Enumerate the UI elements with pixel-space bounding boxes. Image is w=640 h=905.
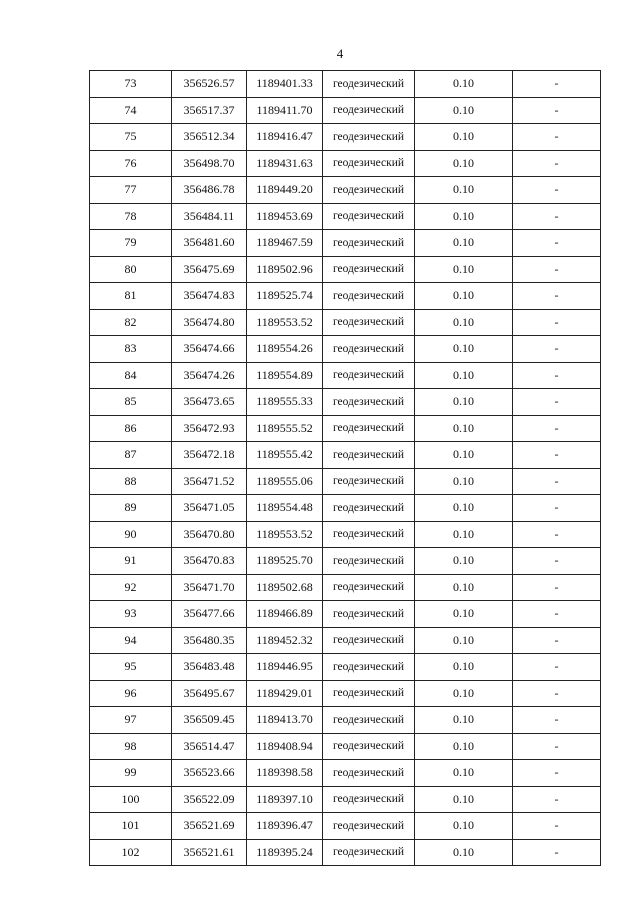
- method-cell: геодезический: [323, 601, 415, 628]
- accuracy-cell: 0.10: [415, 548, 513, 575]
- y-coordinate-cell: 1189398.58: [247, 760, 323, 787]
- point-number-cell: 76: [90, 150, 172, 177]
- description-cell: -: [513, 601, 601, 628]
- accuracy-cell: 0.10: [415, 389, 513, 416]
- point-number-cell: 87: [90, 442, 172, 469]
- description-cell: -: [513, 654, 601, 681]
- method-cell: геодезический: [323, 654, 415, 681]
- method-cell: геодезический: [323, 813, 415, 840]
- method-cell: геодезический: [323, 97, 415, 124]
- y-coordinate-cell: 1189416.47: [247, 124, 323, 151]
- accuracy-cell: 0.10: [415, 256, 513, 283]
- point-number-cell: 78: [90, 203, 172, 230]
- table-row: [90, 230, 601, 257]
- x-coordinate-cell: 356495.67: [172, 680, 247, 707]
- accuracy-cell: 0.10: [415, 654, 513, 681]
- description-cell: -: [513, 813, 601, 840]
- description-cell: -: [513, 786, 601, 813]
- method-cell: геодезический: [323, 150, 415, 177]
- y-coordinate-cell: 1189555.33: [247, 389, 323, 416]
- table-row: [90, 786, 601, 813]
- x-coordinate-cell: 356521.69: [172, 813, 247, 840]
- accuracy-cell: 0.10: [415, 177, 513, 204]
- table-row: [90, 707, 601, 734]
- table-row: [90, 415, 601, 442]
- description-cell: -: [513, 415, 601, 442]
- accuracy-cell: 0.10: [415, 786, 513, 813]
- x-coordinate-cell: 356526.57: [172, 71, 247, 98]
- point-number-cell: 90: [90, 521, 172, 548]
- y-coordinate-cell: 1189408.94: [247, 733, 323, 760]
- accuracy-cell: 0.10: [415, 97, 513, 124]
- x-coordinate-cell: 356484.11: [172, 203, 247, 230]
- accuracy-cell: 0.10: [415, 203, 513, 230]
- table-row: [90, 256, 601, 283]
- table-row: [90, 203, 601, 230]
- y-coordinate-cell: 1189555.52: [247, 415, 323, 442]
- method-cell: геодезический: [323, 256, 415, 283]
- x-coordinate-cell: 356473.65: [172, 389, 247, 416]
- y-coordinate-cell: 1189429.01: [247, 680, 323, 707]
- y-coordinate-cell: 1189431.63: [247, 150, 323, 177]
- accuracy-cell: 0.10: [415, 336, 513, 363]
- accuracy-cell: 0.10: [415, 283, 513, 310]
- y-coordinate-cell: 1189411.70: [247, 97, 323, 124]
- description-cell: -: [513, 336, 601, 363]
- method-cell: геодезический: [323, 574, 415, 601]
- accuracy-cell: 0.10: [415, 495, 513, 522]
- x-coordinate-cell: 356471.70: [172, 574, 247, 601]
- y-coordinate-cell: 1189453.69: [247, 203, 323, 230]
- table-row: [90, 760, 601, 787]
- x-coordinate-cell: 356480.35: [172, 627, 247, 654]
- method-cell: геодезический: [323, 442, 415, 469]
- table-row: [90, 97, 601, 124]
- x-coordinate-cell: 356471.52: [172, 468, 247, 495]
- table-row: [90, 601, 601, 628]
- x-coordinate-cell: 356521.61: [172, 839, 247, 866]
- description-cell: -: [513, 309, 601, 336]
- point-number-cell: 91: [90, 548, 172, 575]
- table-row: [90, 839, 601, 866]
- y-coordinate-cell: 1189449.20: [247, 177, 323, 204]
- description-cell: -: [513, 548, 601, 575]
- x-coordinate-cell: 356475.69: [172, 256, 247, 283]
- method-cell: геодезический: [323, 839, 415, 866]
- y-coordinate-cell: 1189395.24: [247, 839, 323, 866]
- method-cell: геодезический: [323, 468, 415, 495]
- x-coordinate-cell: 356517.37: [172, 97, 247, 124]
- method-cell: геодезический: [323, 203, 415, 230]
- y-coordinate-cell: 1189502.96: [247, 256, 323, 283]
- description-cell: -: [513, 495, 601, 522]
- point-number-cell: 85: [90, 389, 172, 416]
- x-coordinate-cell: 356471.05: [172, 495, 247, 522]
- method-cell: геодезический: [323, 415, 415, 442]
- description-cell: -: [513, 124, 601, 151]
- description-cell: -: [513, 733, 601, 760]
- table-row: [90, 733, 601, 760]
- table-row: [90, 654, 601, 681]
- point-number-cell: 86: [90, 415, 172, 442]
- x-coordinate-cell: 356498.70: [172, 150, 247, 177]
- y-coordinate-cell: 1189452.32: [247, 627, 323, 654]
- description-cell: -: [513, 362, 601, 389]
- y-coordinate-cell: 1189502.68: [247, 574, 323, 601]
- method-cell: геодезический: [323, 707, 415, 734]
- y-coordinate-cell: 1189554.26: [247, 336, 323, 363]
- y-coordinate-cell: 1189553.52: [247, 521, 323, 548]
- table-row: [90, 336, 601, 363]
- point-number-cell: 98: [90, 733, 172, 760]
- method-cell: геодезический: [323, 389, 415, 416]
- method-cell: геодезический: [323, 627, 415, 654]
- y-coordinate-cell: 1189396.47: [247, 813, 323, 840]
- description-cell: -: [513, 680, 601, 707]
- method-cell: геодезический: [323, 786, 415, 813]
- point-number-cell: 80: [90, 256, 172, 283]
- accuracy-cell: 0.10: [415, 839, 513, 866]
- y-coordinate-cell: 1189555.42: [247, 442, 323, 469]
- x-coordinate-cell: 356483.48: [172, 654, 247, 681]
- x-coordinate-cell: 356470.80: [172, 521, 247, 548]
- accuracy-cell: 0.10: [415, 124, 513, 151]
- table-row: [90, 71, 601, 98]
- coordinates-table-body: [90, 71, 601, 866]
- y-coordinate-cell: 1189413.70: [247, 707, 323, 734]
- accuracy-cell: 0.10: [415, 601, 513, 628]
- x-coordinate-cell: 356514.47: [172, 733, 247, 760]
- y-coordinate-cell: 1189401.33: [247, 71, 323, 98]
- x-coordinate-cell: 356481.60: [172, 230, 247, 257]
- table-row: [90, 362, 601, 389]
- accuracy-cell: 0.10: [415, 150, 513, 177]
- point-number-cell: 101: [90, 813, 172, 840]
- description-cell: -: [513, 627, 601, 654]
- point-number-cell: 74: [90, 97, 172, 124]
- method-cell: геодезический: [323, 495, 415, 522]
- accuracy-cell: 0.10: [415, 468, 513, 495]
- y-coordinate-cell: 1189554.89: [247, 362, 323, 389]
- y-coordinate-cell: 1189554.48: [247, 495, 323, 522]
- method-cell: геодезический: [323, 283, 415, 310]
- x-coordinate-cell: 356486.78: [172, 177, 247, 204]
- method-cell: геодезический: [323, 71, 415, 98]
- point-number-cell: 97: [90, 707, 172, 734]
- accuracy-cell: 0.10: [415, 521, 513, 548]
- point-number-cell: 82: [90, 309, 172, 336]
- table-row: [90, 813, 601, 840]
- method-cell: геодезический: [323, 733, 415, 760]
- x-coordinate-cell: 356474.26: [172, 362, 247, 389]
- y-coordinate-cell: 1189553.52: [247, 309, 323, 336]
- table-row: [90, 468, 601, 495]
- description-cell: -: [513, 256, 601, 283]
- point-number-cell: 89: [90, 495, 172, 522]
- point-number-cell: 94: [90, 627, 172, 654]
- accuracy-cell: 0.10: [415, 760, 513, 787]
- method-cell: геодезический: [323, 521, 415, 548]
- point-number-cell: 102: [90, 839, 172, 866]
- accuracy-cell: 0.10: [415, 733, 513, 760]
- point-number-cell: 92: [90, 574, 172, 601]
- method-cell: геодезический: [323, 548, 415, 575]
- description-cell: -: [513, 230, 601, 257]
- point-number-cell: 93: [90, 601, 172, 628]
- table-row: [90, 177, 601, 204]
- description-cell: -: [513, 389, 601, 416]
- y-coordinate-cell: 1189467.59: [247, 230, 323, 257]
- accuracy-cell: 0.10: [415, 574, 513, 601]
- method-cell: геодезический: [323, 230, 415, 257]
- x-coordinate-cell: 356512.34: [172, 124, 247, 151]
- y-coordinate-cell: 1189525.74: [247, 283, 323, 310]
- point-number-cell: 99: [90, 760, 172, 787]
- table-row: [90, 389, 601, 416]
- point-number-cell: 73: [90, 71, 172, 98]
- description-cell: -: [513, 71, 601, 98]
- accuracy-cell: 0.10: [415, 442, 513, 469]
- table-row: [90, 283, 601, 310]
- page-number: 4: [336, 46, 344, 61]
- table-row: [90, 627, 601, 654]
- point-number-cell: 79: [90, 230, 172, 257]
- method-cell: геодезический: [323, 680, 415, 707]
- point-number-cell: 75: [90, 124, 172, 151]
- method-cell: геодезический: [323, 177, 415, 204]
- y-coordinate-cell: 1189446.95: [247, 654, 323, 681]
- method-cell: геодезический: [323, 309, 415, 336]
- x-coordinate-cell: 356472.93: [172, 415, 247, 442]
- x-coordinate-cell: 356522.09: [172, 786, 247, 813]
- x-coordinate-cell: 356470.83: [172, 548, 247, 575]
- point-number-cell: 100: [90, 786, 172, 813]
- coordinates-table: [89, 70, 601, 866]
- point-number-cell: 81: [90, 283, 172, 310]
- point-number-cell: 95: [90, 654, 172, 681]
- description-cell: -: [513, 283, 601, 310]
- x-coordinate-cell: 356523.66: [172, 760, 247, 787]
- description-cell: -: [513, 574, 601, 601]
- table-row: [90, 442, 601, 469]
- y-coordinate-cell: 1189466.89: [247, 601, 323, 628]
- x-coordinate-cell: 356474.83: [172, 283, 247, 310]
- y-coordinate-cell: 1189525.70: [247, 548, 323, 575]
- table-row: [90, 574, 601, 601]
- description-cell: -: [513, 203, 601, 230]
- description-cell: -: [513, 707, 601, 734]
- description-cell: -: [513, 150, 601, 177]
- description-cell: -: [513, 97, 601, 124]
- method-cell: геодезический: [323, 124, 415, 151]
- description-cell: -: [513, 760, 601, 787]
- table-row: [90, 495, 601, 522]
- description-cell: -: [513, 177, 601, 204]
- table-row: [90, 150, 601, 177]
- y-coordinate-cell: 1189397.10: [247, 786, 323, 813]
- accuracy-cell: 0.10: [415, 680, 513, 707]
- method-cell: геодезический: [323, 336, 415, 363]
- table-row: [90, 124, 601, 151]
- method-cell: геодезический: [323, 362, 415, 389]
- accuracy-cell: 0.10: [415, 309, 513, 336]
- description-cell: -: [513, 442, 601, 469]
- x-coordinate-cell: 356474.66: [172, 336, 247, 363]
- description-cell: -: [513, 468, 601, 495]
- x-coordinate-cell: 356509.45: [172, 707, 247, 734]
- point-number-cell: 83: [90, 336, 172, 363]
- y-coordinate-cell: 1189555.06: [247, 468, 323, 495]
- point-number-cell: 88: [90, 468, 172, 495]
- description-cell: -: [513, 839, 601, 866]
- accuracy-cell: 0.10: [415, 362, 513, 389]
- accuracy-cell: 0.10: [415, 230, 513, 257]
- table-row: [90, 548, 601, 575]
- accuracy-cell: 0.10: [415, 707, 513, 734]
- accuracy-cell: 0.10: [415, 71, 513, 98]
- accuracy-cell: 0.10: [415, 813, 513, 840]
- description-cell: -: [513, 521, 601, 548]
- x-coordinate-cell: 356472.18: [172, 442, 247, 469]
- table-row: [90, 521, 601, 548]
- x-coordinate-cell: 356477.66: [172, 601, 247, 628]
- point-number-cell: 84: [90, 362, 172, 389]
- point-number-cell: 96: [90, 680, 172, 707]
- method-cell: геодезический: [323, 760, 415, 787]
- table-row: [90, 309, 601, 336]
- table-row: [90, 680, 601, 707]
- point-number-cell: 77: [90, 177, 172, 204]
- x-coordinate-cell: 356474.80: [172, 309, 247, 336]
- accuracy-cell: 0.10: [415, 627, 513, 654]
- accuracy-cell: 0.10: [415, 415, 513, 442]
